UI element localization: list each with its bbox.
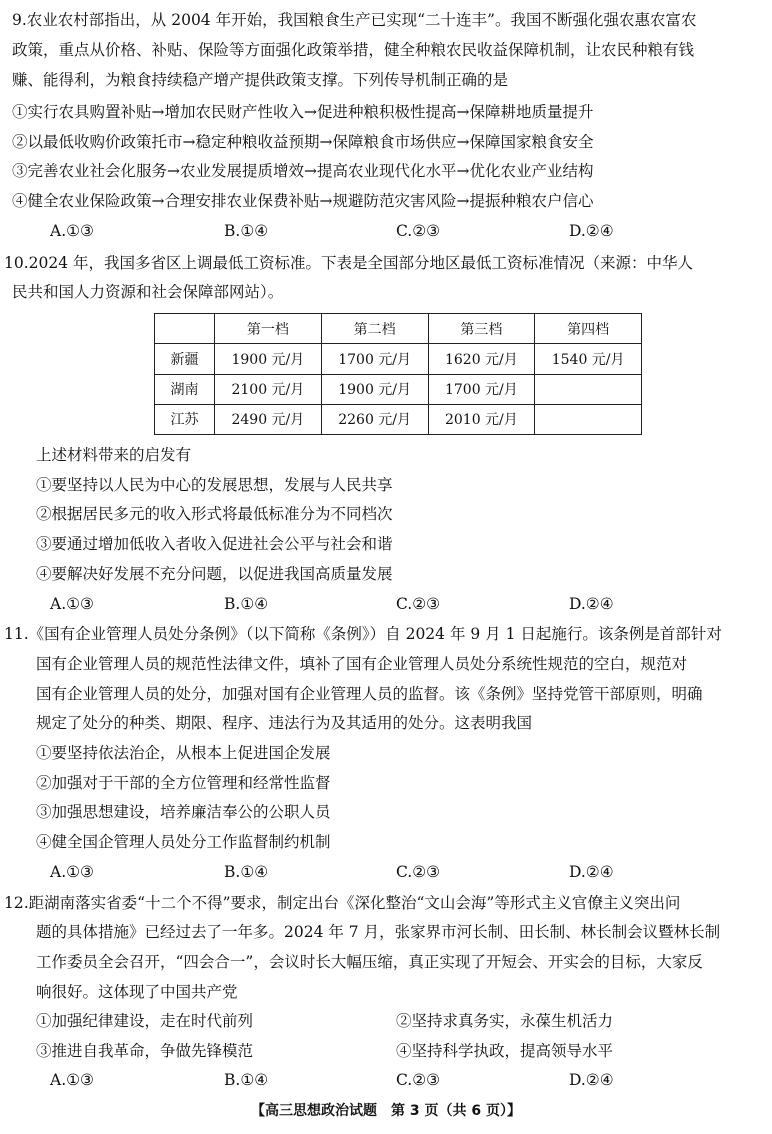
table-row — [155, 404, 642, 434]
q11-option-d: D.②④ — [569, 863, 614, 881]
q10-prompt: 上述材料带来的启发有 — [36, 446, 192, 464]
q9-option-a: A.①③ — [50, 222, 94, 240]
q12-statements-row-2 — [0, 1037, 772, 1066]
q10-option-b: B.①④ — [224, 595, 269, 613]
table-header-cell: 第三档 — [428, 314, 535, 344]
q12-statement-1: ①加强纪律建设，走在时代前列 — [36, 1012, 254, 1030]
q9-statement-3: ③完善农业社会化服务→农业发展提质增效→提高农业现代化水平→优化农业产业结构 — [12, 162, 594, 180]
table-cell: 湖南 — [155, 374, 215, 404]
table-cell — [535, 404, 642, 434]
q12-statement-2: ②坚持求真务实，永葆生机活力 — [396, 1012, 614, 1030]
table-header-cell — [155, 314, 215, 344]
table-row — [155, 374, 642, 404]
q11-statement-1: ①要坚持依法治企，从根本上促进国企发展 — [36, 744, 331, 762]
q11-statement-3: ③加强思想建设，培养廉洁奉公的公职人员 — [36, 803, 331, 821]
q10-statement-2: ②根据居民多元的收入形式将最低标准分为不同档次 — [36, 505, 393, 523]
q9-stem-line-1: 9.农业农村部指出，从 2004 年开始，我国粮食生产已实现“二十连丰”。我国不断强化强农惠农富农 — [12, 11, 697, 29]
page-footer: 【高三思想政治试题 第 3 页（共 6 页）】 — [251, 1103, 521, 1119]
q11-stem-line-3: 国有企业管理人员的处分，加强对国有企业管理人员的监督。该《条例》坚持党管干部原则，明确 — [36, 685, 703, 703]
table-cell: 江苏 — [155, 404, 215, 434]
q11-option-a: A.①③ — [50, 863, 94, 881]
table-cell: 2010 元/月 — [428, 404, 535, 434]
q11-statement-2: ②加强对于干部的全方位管理和经常性监督 — [36, 774, 331, 792]
q10-stem-line-1: 10.2024 年，我国多省区上调最低工资标准。下表是全国部分地区最低工资标准情况（来源：中华人 — [4, 254, 694, 272]
table-header-cell: 第四档 — [535, 314, 642, 344]
q9-statement-2: ②以最低收购价政策托市→稳定种粮收益预期→保障粮食市场供应→保障国家粮食安全 — [12, 133, 594, 151]
table-cell: 2100 元/月 — [215, 374, 322, 404]
q10-stem-line-2: 民共和国人力资源和社会保障部网站）。 — [12, 283, 284, 301]
q9-stem-line-2: 政策，重点从价格、补贴、保险等方面强化政策举措，健全种粮农民收益保障机制，让农民种粮有钱 — [12, 41, 695, 59]
table-cell: 1540 元/月 — [535, 344, 642, 374]
q10-option-c: C.②③ — [396, 595, 441, 613]
table-cell: 1620 元/月 — [428, 344, 535, 374]
q12-options — [0, 1066, 772, 1095]
q11-stem-line-1: 11.《国有企业管理人员处分条例》（以下简称《条例》）自 2024 年 9 月 1 日起施行。该条例是首部针对 — [4, 625, 722, 643]
q12-stem-line-2: 题的具体措施》已经过去了一年多。2024 年 7 月，张家界市河长制、田长制、林长制会议暨林长制 — [36, 923, 721, 941]
table-header-cell: 第一档 — [215, 314, 322, 344]
q10-option-a: A.①③ — [50, 595, 94, 613]
q10-options — [0, 590, 772, 619]
q10-statement-1: ①要坚持以人民为中心的发展思想，发展与人民共享 — [36, 476, 393, 494]
table-cell: 1900 元/月 — [321, 374, 428, 404]
q9-option-c: C.②③ — [396, 222, 441, 240]
q10-statement-3: ③要通过增加低收入者收入促进社会公平与社会和谐 — [36, 535, 393, 553]
q11-option-b: B.①④ — [224, 863, 269, 881]
q12-statement-3: ③推进自我革命，争做先锋模范 — [36, 1042, 254, 1060]
q10-statement-4: ④要解决好发展不充分问题，以促进我国高质量发展 — [36, 565, 393, 583]
q9-options — [0, 217, 772, 246]
q9-option-b: B.①④ — [224, 222, 269, 240]
q12-stem-line-3: 工作委员全会召开，“四会合一”，会议时长大幅压缩，真正实现了开短会、开实会的目标，大家反 — [36, 953, 703, 971]
q12-statement-4: ④坚持科学执政，提高领导水平 — [396, 1042, 614, 1060]
q12-statements-row-1 — [0, 1007, 772, 1036]
table-header-row — [155, 314, 642, 344]
q11-option-c: C.②③ — [396, 863, 441, 881]
wage-table — [154, 313, 642, 435]
table-cell — [535, 374, 642, 404]
q10-option-d: D.②④ — [569, 595, 614, 613]
table-cell: 1900 元/月 — [215, 344, 322, 374]
table-cell: 1700 元/月 — [321, 344, 428, 374]
q11-statement-4: ④健全国企管理人员处分工作监督制约机制 — [36, 833, 331, 851]
q9-stem-line-3: 赚、能得利，为粮食持续稳产增产提供政策支撑。下列传导机制正确的是 — [12, 71, 509, 89]
q12-option-d: D.②④ — [569, 1071, 614, 1089]
table-cell: 新疆 — [155, 344, 215, 374]
table-cell: 2490 元/月 — [215, 404, 322, 434]
table-header-cell: 第二档 — [321, 314, 428, 344]
table-row — [155, 344, 642, 374]
q9-statement-1: ①实行农具购置补贴→增加农民财产性收入→促进种粮积极性提高→保障耕地质量提升 — [12, 103, 594, 121]
table-cell: 1700 元/月 — [428, 374, 535, 404]
q9-statement-4: ④健全农业保险政策→合理安排农业保费补贴→规避防范灾害风险→提振种粮农户信心 — [12, 192, 594, 210]
q9-option-d: D.②④ — [569, 222, 614, 240]
table-cell: 2260 元/月 — [321, 404, 428, 434]
q12-stem-line-4: 响很好。这体现了中国共产党 — [36, 983, 238, 1001]
q11-stem-line-4: 规定了处分的种类、期限、程序、违法行为及其适用的处分。这表明我国 — [36, 714, 533, 732]
q11-stem-line-2: 国有企业管理人员的规范性法律文件，填补了国有企业管理人员处分系统性规范的空白，规范对 — [36, 655, 688, 673]
q11-options — [0, 858, 772, 887]
q12-option-b: B.①④ — [224, 1071, 269, 1089]
q12-option-a: A.①③ — [50, 1071, 94, 1089]
q12-option-c: C.②③ — [396, 1071, 441, 1089]
q12-stem-line-1: 12.距湖南落实省委“十二个不得”要求，制定出台《深化整治“文山会海”等形式主义官僚主义突出问 — [4, 894, 681, 912]
